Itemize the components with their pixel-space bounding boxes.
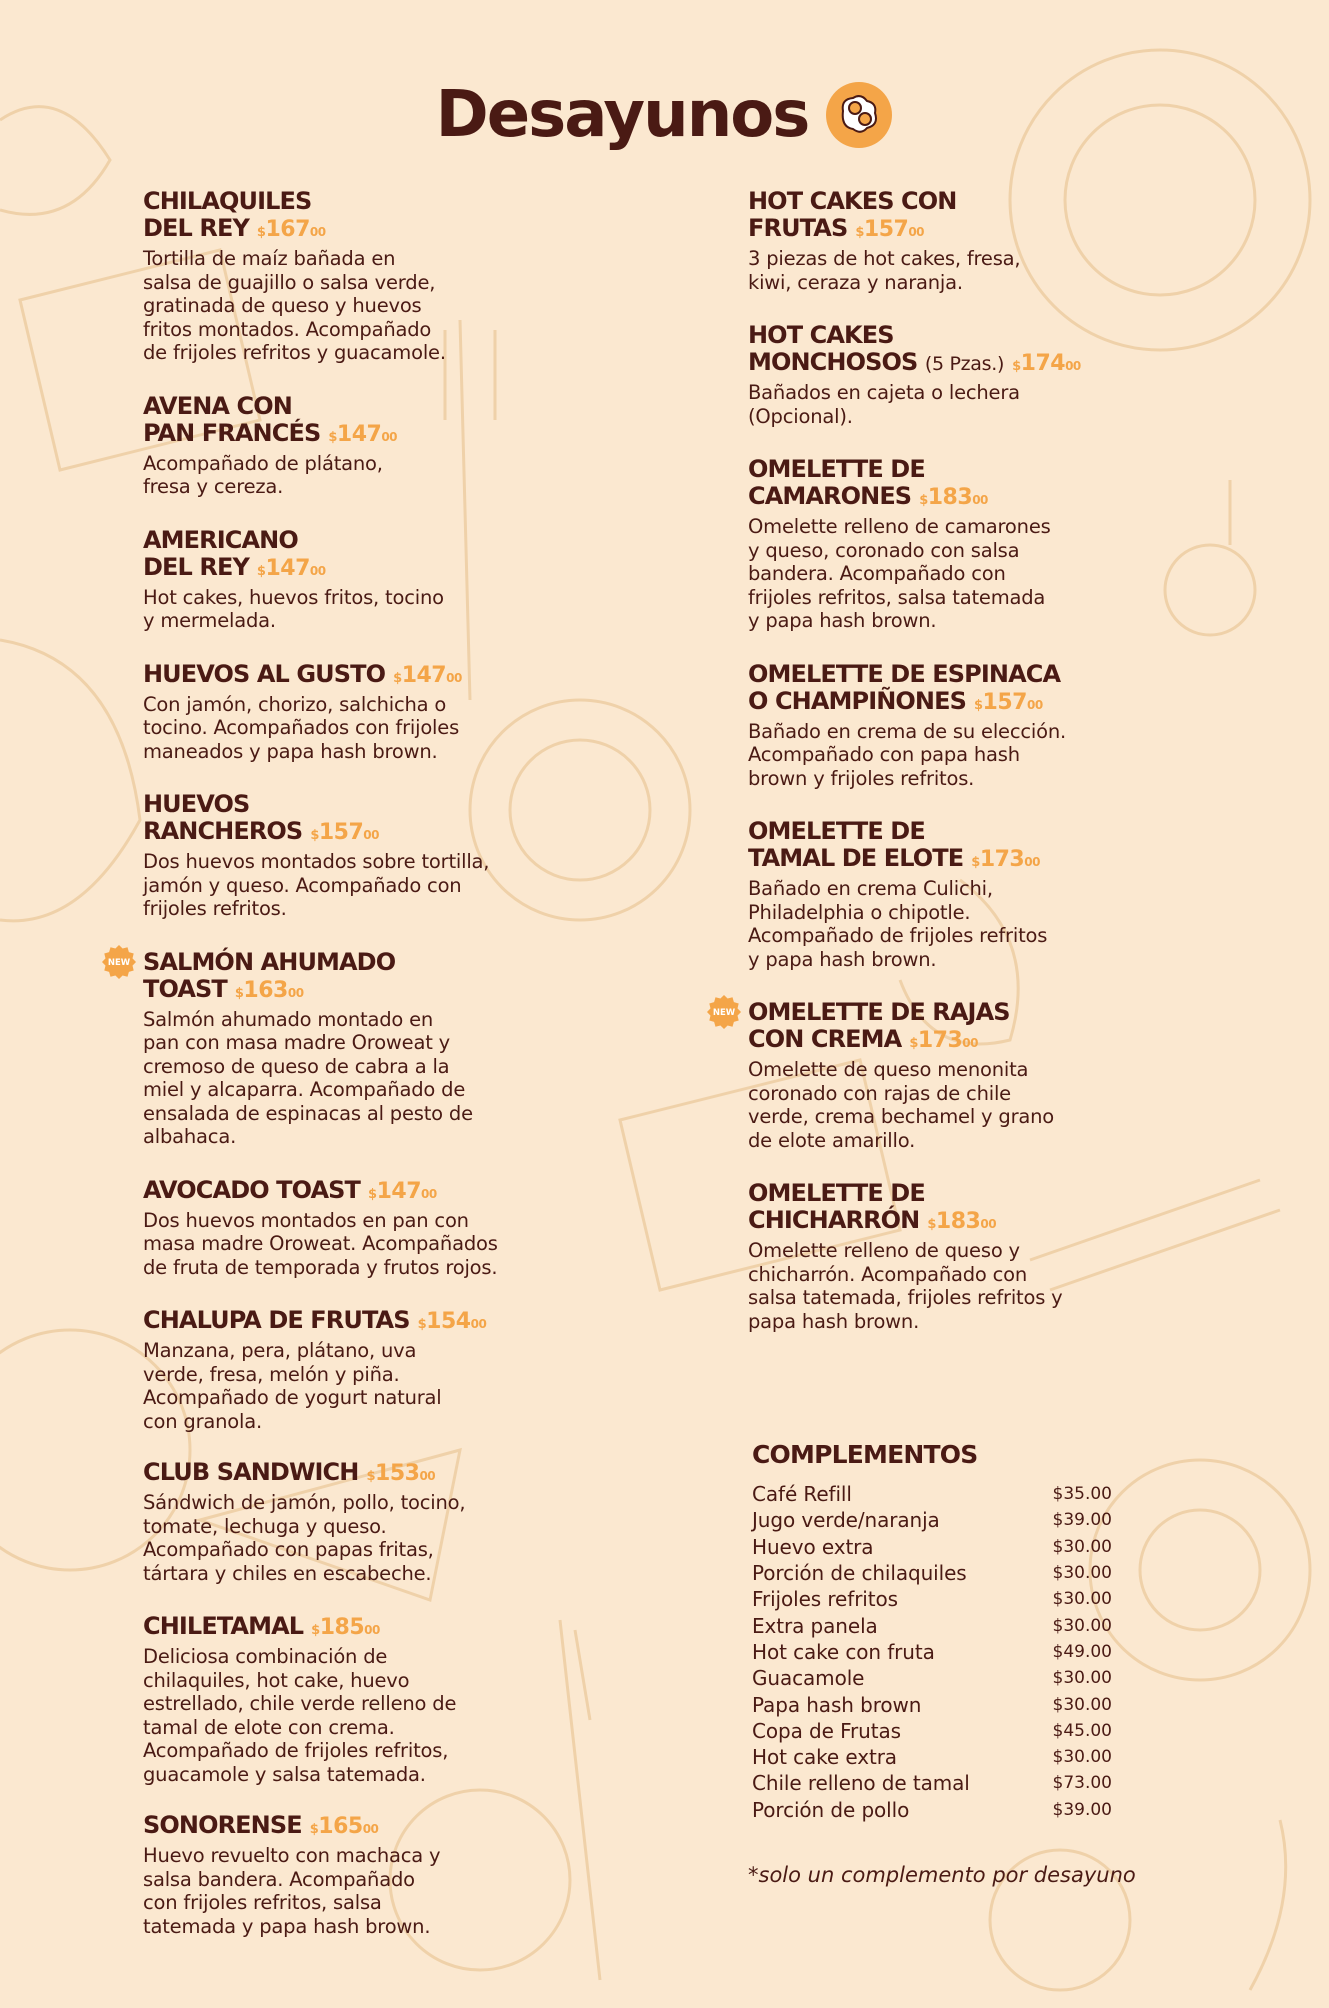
complemento-name: Frijoles refritos — [752, 1587, 898, 1612]
complemento-name: Café Refill — [752, 1482, 852, 1507]
item-price — [393, 663, 462, 688]
complemento-row — [752, 1586, 1112, 1612]
complemento-price: $49.00 — [1052, 1641, 1112, 1662]
complemento-name: Jugo verde/naranja — [752, 1508, 940, 1533]
currency-symbol: $ — [256, 225, 266, 240]
price-cents: 00 — [1024, 855, 1040, 869]
item-name — [143, 188, 563, 246]
item-description: Bañado en crema de su elección. Acompañado con papa hash brown y frijoles refritos. — [748, 719, 1066, 790]
complemento-price: $39.00 — [1052, 1510, 1112, 1531]
new-badge-icon — [707, 995, 741, 1029]
menu-item — [107, 947, 563, 1149]
currency-symbol: $ — [309, 1822, 319, 1837]
price-cents: 00 — [287, 985, 304, 1000]
item-price — [257, 556, 326, 581]
complemento-name: Extra panela — [752, 1613, 878, 1638]
item-name-line: HOT CAKES CON — [748, 187, 957, 215]
menu-item — [143, 188, 563, 365]
item-description: 3 piezas de hot cakes, fresa, kiwi, ceraza y naranja. — [748, 247, 1021, 294]
item-name-line: AVOCADO TOAST — [143, 1175, 361, 1204]
item-name-line: AVENA CON — [143, 391, 292, 420]
menu-item — [143, 661, 563, 764]
complementos-section — [752, 1440, 1112, 1823]
item-price — [310, 1814, 379, 1839]
menu-item — [143, 1307, 563, 1433]
price-value: 185 — [319, 1615, 365, 1640]
fried-egg-icon — [825, 81, 893, 149]
item-name-line: HOT CAKES — [748, 321, 894, 349]
item-name-line: RANCHEROS — [143, 817, 303, 845]
price-cents: 00 — [309, 225, 326, 239]
complemento-row — [752, 1744, 1112, 1770]
currency-symbol: $ — [971, 855, 980, 870]
item-name — [748, 661, 1158, 719]
complemento-row — [752, 1770, 1112, 1796]
item-price — [368, 1179, 437, 1204]
price-cents: 00 — [908, 225, 925, 239]
item-description: Sándwich de jamón, pollo, tocino, tomate, lechuga y queso. Acompañado con papas fritas, tártara y chiles en escabeche. — [143, 1491, 466, 1585]
item-price — [927, 1209, 996, 1234]
item-price — [311, 1615, 380, 1640]
price-value: 147 — [336, 421, 382, 447]
item-name — [143, 527, 563, 585]
item-description: Omelette de queso menonita coronado con rajas de chile verde, crema bechamel y grano de elote amarillo. — [748, 1058, 1055, 1152]
complemento-price: $30.00 — [1052, 1589, 1112, 1610]
item-name — [143, 791, 563, 849]
currency-symbol: $ — [366, 1469, 376, 1484]
item-name-line: CHICHARRÓN — [748, 1206, 920, 1234]
price-cents: 00 — [364, 1623, 380, 1637]
complemento-price: $30.00 — [1052, 1615, 1112, 1636]
menu-item — [143, 1613, 563, 1786]
complemento-row — [752, 1639, 1112, 1665]
complemento-price: $39.00 — [1052, 1799, 1112, 1820]
currency-symbol: $ — [974, 697, 983, 713]
complemento-price: $30.00 — [1052, 1694, 1112, 1715]
menu-item — [143, 1177, 563, 1280]
item-price — [257, 217, 326, 242]
item-name-line: SALMÓN AHUMADO — [143, 947, 396, 976]
item-name-line: TOAST — [143, 974, 227, 1003]
item-name-line: OMELETTE DE ESPINACA — [748, 659, 1061, 688]
currency-symbol: $ — [855, 225, 864, 240]
price-cents: 00 — [972, 493, 988, 507]
currency-symbol: $ — [328, 429, 337, 445]
price-cents: 00 — [1026, 697, 1043, 712]
item-name-line: HUEVOS AL GUSTO — [143, 659, 386, 688]
price-value: 154 — [426, 1309, 471, 1334]
item-name-line: OMELETTE DE — [748, 455, 925, 483]
menu-item — [143, 791, 563, 921]
complementos-note: *solo un complemento por desayuno — [748, 1863, 1136, 1887]
complemento-row — [752, 1665, 1112, 1691]
price-value: 173 — [917, 1028, 963, 1053]
menu-item — [712, 998, 1158, 1152]
price-value: 183 — [927, 485, 973, 510]
currency-symbol: $ — [234, 985, 244, 1001]
complemento-row — [752, 1507, 1112, 1533]
currency-symbol: $ — [1012, 359, 1021, 374]
item-name-line: AMERICANO — [143, 525, 298, 554]
menu-item — [748, 818, 1158, 971]
menu-item — [143, 1459, 563, 1585]
item-note: (5 Pzas.) — [924, 353, 1005, 375]
item-description: Dos huevos montados en pan con masa madre Oroweat. Acompañados de fruta de temporada y frutos rojos. — [143, 1208, 498, 1279]
price-value: 157 — [863, 217, 909, 242]
complemento-price: $45.00 — [1052, 1720, 1112, 1741]
price-cents: 00 — [446, 670, 462, 685]
complemento-price: $35.00 — [1052, 1484, 1112, 1505]
complemento-name: Hot cake extra — [752, 1745, 897, 1770]
item-description: Con jamón, chorizo, salchicha o tocino. Acompañados con frijoles maneados y papa hash brown. — [143, 692, 460, 763]
currency-symbol: $ — [256, 563, 266, 579]
menu-item — [748, 322, 1158, 428]
price-cents: 00 — [363, 828, 379, 842]
complemento-name: Huevo extra — [752, 1534, 874, 1559]
item-name — [143, 1459, 563, 1490]
complemento-name: Porción de pollo — [752, 1797, 910, 1822]
item-name — [143, 1307, 563, 1338]
menu-header — [0, 78, 1329, 152]
new-badge-label: NEW — [712, 1008, 736, 1018]
right-menu-column — [712, 187, 1158, 1333]
item-name-line: DEL REY — [143, 552, 249, 581]
currency-symbol: $ — [417, 1317, 427, 1332]
complemento-price: $30.00 — [1052, 1747, 1112, 1768]
item-name-line: HUEVOS — [143, 790, 250, 818]
item-name-line: CLUB SANDWICH — [143, 1458, 359, 1486]
price-cents: 00 — [470, 1317, 487, 1331]
currency-symbol: $ — [311, 1623, 320, 1638]
currency-symbol: $ — [927, 1217, 936, 1232]
price-cents: 00 — [421, 1186, 437, 1201]
price-value: 157 — [982, 689, 1027, 715]
complemento-price: $73.00 — [1052, 1773, 1112, 1794]
price-cents: 00 — [309, 563, 326, 578]
price-cents: 00 — [419, 1469, 436, 1483]
item-description: Bañados en cajeta o lechera (Opcional). — [748, 381, 1020, 428]
item-name — [748, 1180, 1158, 1238]
currency-symbol: $ — [310, 828, 319, 843]
item-name — [143, 661, 563, 692]
price-value: 167 — [265, 217, 310, 242]
page-title: Desayunos — [435, 78, 809, 152]
item-name-line: FRUTAS — [748, 214, 848, 242]
complemento-name: Copa de Frutas — [752, 1718, 901, 1743]
price-value: 153 — [375, 1461, 420, 1486]
price-value: 183 — [935, 1209, 981, 1234]
item-price — [974, 690, 1043, 715]
complemento-row — [752, 1718, 1112, 1744]
item-name-line: CON CREMA — [748, 1025, 902, 1053]
new-badge-label: NEW — [107, 957, 131, 968]
item-description: Omelette relleno de camarones y queso, coronado con salsa bandera. Acompañado con frijoles refritos, salsa tatemada y papa hash brown. — [748, 515, 1051, 632]
item-description: Tortilla de maíz bañada en salsa de guajillo o salsa verde, gratinada de queso y huevos fritos montados. Acompañado de frijoles refritos y guacamole. — [143, 247, 446, 364]
item-name-line: MONCHOSOS — [748, 348, 918, 376]
item-name-line: CHILETAMAL — [143, 1612, 304, 1640]
price-cents: 00 — [362, 1822, 379, 1836]
complemento-row — [752, 1612, 1112, 1638]
price-value: 174 — [1020, 351, 1066, 376]
price-cents: 00 — [980, 1217, 997, 1231]
menu-item — [143, 393, 563, 499]
complementos-title: COMPLEMENTOS — [752, 1440, 978, 1469]
item-name — [143, 1613, 563, 1644]
price-value: 147 — [376, 1178, 422, 1204]
complemento-price: $30.00 — [1052, 1563, 1112, 1584]
item-name — [143, 393, 563, 451]
menu-item — [748, 188, 1158, 294]
item-description: Huevo revuelto con machaca y salsa bandera. Acompañado con frijoles refritos, salsa tatemada y papa hash brown. — [143, 1844, 441, 1938]
price-value: 147 — [265, 555, 310, 581]
item-description: Hot cakes, huevos fritos, tocino y mermelada. — [143, 585, 444, 632]
item-name-line: OMELETTE DE RAJAS — [748, 998, 1010, 1026]
price-value: 147 — [401, 662, 447, 688]
item-description: Omelette relleno de queso y chicharrón. Acompañado con salsa tatemada, frijoles refritos y papa hash brown. — [748, 1239, 1063, 1333]
menu-item — [748, 661, 1158, 791]
item-name — [143, 1177, 563, 1208]
item-price — [310, 820, 379, 845]
new-badge-icon — [102, 945, 136, 979]
item-name — [143, 1812, 563, 1843]
item-name-line: CHALUPA DE FRUTAS — [143, 1306, 410, 1334]
complemento-price: $30.00 — [1052, 1536, 1112, 1557]
item-description: Acompañado de plátano, fresa y cereza. — [143, 451, 383, 498]
item-description: Deliciosa combinación de chilaquiles, hot cake, huevo estrellado, chile verde relleno de tamal de elote con crema. Acompañado de frijoles refritos, guacamole y salsa tatemada. — [143, 1645, 457, 1786]
item-price — [366, 1461, 435, 1486]
complemento-price: $30.00 — [1052, 1668, 1112, 1689]
complemento-row — [752, 1534, 1112, 1560]
item-name-line: CHILAQUILES — [143, 187, 312, 215]
item-price — [971, 847, 1040, 872]
item-name-line: CAMARONES — [748, 482, 912, 510]
menu-item — [748, 1180, 1158, 1333]
price-value: 157 — [318, 820, 364, 845]
item-description: Manzana, pera, plátano, uva verde, fresa, melón y piña. Acompañado de yogurt natural con granola. — [143, 1339, 442, 1433]
item-name — [143, 949, 563, 1007]
complemento-name: Hot cake con fruta — [752, 1639, 935, 1664]
complemento-name: Papa hash brown — [752, 1692, 922, 1717]
item-name-line: SONORENSE — [143, 1811, 302, 1839]
item-name — [748, 188, 1158, 246]
item-price — [919, 485, 988, 510]
item-description: Dos huevos montados sobre tortilla, jamón y queso. Acompañado con frijoles refritos. — [143, 850, 490, 920]
item-name-line: DEL REY — [143, 214, 249, 242]
complemento-row — [752, 1797, 1112, 1823]
item-name-line: OMELETTE DE — [748, 817, 925, 845]
menu-item — [143, 527, 563, 633]
item-name — [748, 818, 1158, 876]
complementos-list — [752, 1481, 1112, 1823]
complemento-row — [752, 1560, 1112, 1586]
complemento-name: Guacamole — [752, 1666, 865, 1691]
left-menu-column — [107, 187, 563, 1938]
complemento-row — [752, 1481, 1112, 1507]
complemento-name: Porción de chilaquiles — [752, 1561, 967, 1586]
price-value: 163 — [243, 977, 288, 1003]
item-price — [235, 978, 304, 1003]
item-price — [328, 422, 397, 447]
item-price — [418, 1309, 487, 1334]
item-price — [855, 217, 924, 242]
item-name-line: OMELETTE DE — [748, 1179, 925, 1207]
currency-symbol: $ — [919, 493, 928, 508]
item-name-line: PAN FRANCÉS — [143, 418, 321, 447]
item-name-line: TAMAL DE ELOTE — [748, 844, 964, 872]
item-name-line: O CHAMPIÑONES — [748, 686, 966, 715]
item-price — [1012, 351, 1081, 376]
complemento-name: Chile relleno de tamal — [752, 1771, 970, 1796]
item-price — [909, 1028, 978, 1053]
complemento-row — [752, 1691, 1112, 1717]
menu-item — [143, 1812, 563, 1938]
item-name — [748, 456, 1158, 514]
item-name — [748, 322, 1158, 380]
price-cents: 00 — [381, 429, 398, 444]
currency-symbol: $ — [368, 1186, 377, 1202]
price-cents: 00 — [1065, 359, 1081, 373]
item-description: Bañado en crema Culichi, Philadelphia o chipotle. Acompañado de frijoles refritos y papa hash brown. — [748, 877, 1048, 971]
currency-symbol: $ — [393, 670, 402, 686]
price-cents: 00 — [962, 1036, 978, 1050]
price-value: 173 — [979, 847, 1025, 872]
currency-symbol: $ — [909, 1036, 918, 1051]
item-name — [748, 999, 1158, 1057]
menu-item — [748, 456, 1158, 633]
price-value: 165 — [318, 1814, 363, 1839]
item-description: Salmón ahumado montado en pan con masa madre Oroweat y cremoso de queso de cabra a la miel y alcaparra. Acompañado de ensalada de espinacas al pesto de albahaca. — [143, 1007, 473, 1148]
